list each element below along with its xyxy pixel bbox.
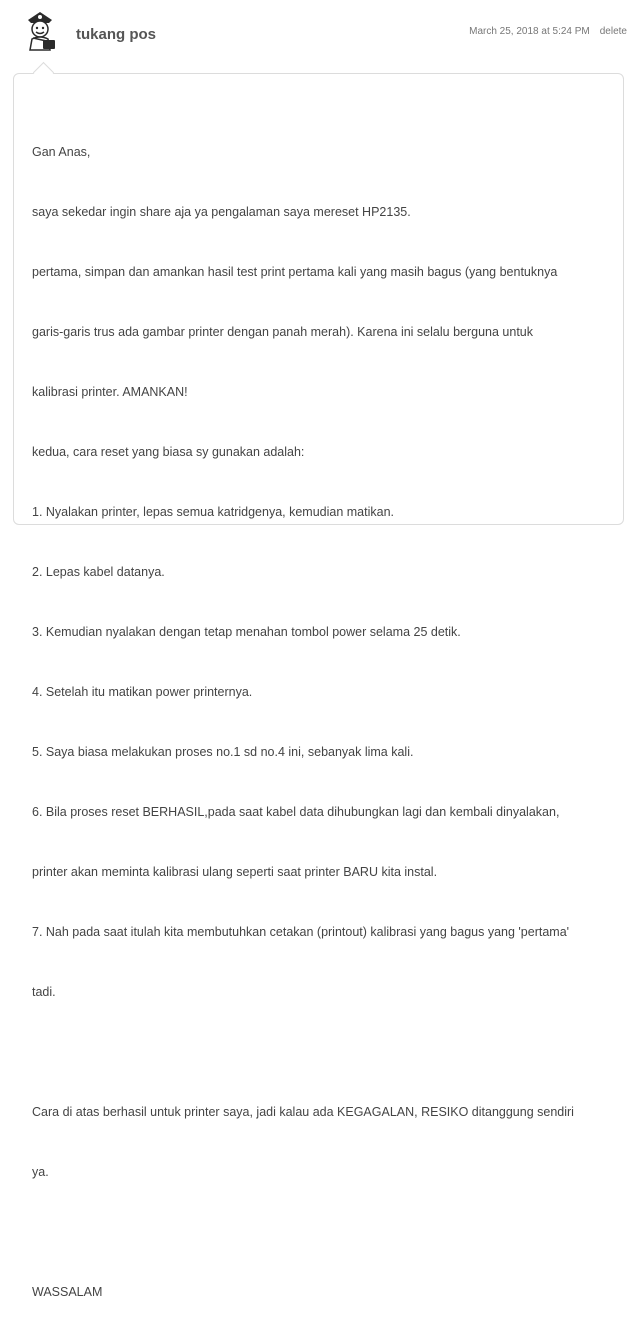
comment-line: 6. Bila proses reset BERHASIL,pada saat kabel data dihubungkan lagi dan kembali dinyalakan,: [32, 805, 560, 819]
comment-line: Cara di atas berhasil untuk printer saya, jadi kalau ada KEGAGALAN, RESIKO ditanggung sendiri: [32, 1105, 574, 1119]
comment-line: printer akan meminta kalibrasi ulang seperti saat printer BARU kita instal.: [32, 865, 438, 879]
comment-line: saya sekedar ingin share aja ya pengalaman saya mereset HP2135.: [32, 205, 411, 219]
comment-line: kalibrasi printer. AMANKAN!: [32, 385, 188, 399]
comment-line: [32, 1042, 612, 1062]
comment-timestamp: March 25, 2018 at 5:24 PM: [469, 26, 590, 37]
comment-line: tadi.: [32, 985, 56, 999]
comment-author[interactable]: tukang pos: [76, 26, 157, 43]
comment-line: garis-garis trus ada gambar printer dengan panah merah). Karena ini selalu berguna untuk: [32, 325, 533, 339]
comment-line: [32, 1222, 612, 1242]
comment-body: [32, 102, 612, 1342]
comment-line: ya.: [32, 1165, 49, 1179]
comment-line: 2. Lepas kabel datanya.: [32, 565, 165, 579]
comment-line: 4. Setelah itu matikan power printernya.: [32, 685, 253, 699]
comment-line: Gan Anas,: [32, 145, 91, 159]
comment-line: kedua, cara reset yang biasa sy gunakan adalah:: [32, 445, 305, 459]
comment-meta: [469, 26, 627, 37]
comment-line: 3. Kemudian nyalakan dengan tetap menahan tombol power selama 25 detik.: [32, 625, 461, 639]
comment-line: WASSALAM: [32, 1285, 103, 1299]
comment-line: 5. Saya biasa melakukan proses no.1 sd no.4 ini, sebanyak lima kali.: [32, 745, 414, 759]
postman-avatar-icon[interactable]: [18, 8, 62, 52]
comment-line: 7. Nah pada saat itulah kita membutuhkan cetakan (printout) kalibrasi yang bagus yang 'pertama': [32, 925, 570, 939]
comment-line: pertama, simpan dan amankan hasil test print pertama kali yang masih bagus (yang bentuknya: [32, 265, 558, 279]
comment-line: 1. Nyalakan printer, lepas semua katridgenya, kemudian matikan.: [32, 505, 394, 519]
delete-link[interactable]: delete: [599, 26, 627, 37]
comment-bubble: [13, 73, 624, 1299]
